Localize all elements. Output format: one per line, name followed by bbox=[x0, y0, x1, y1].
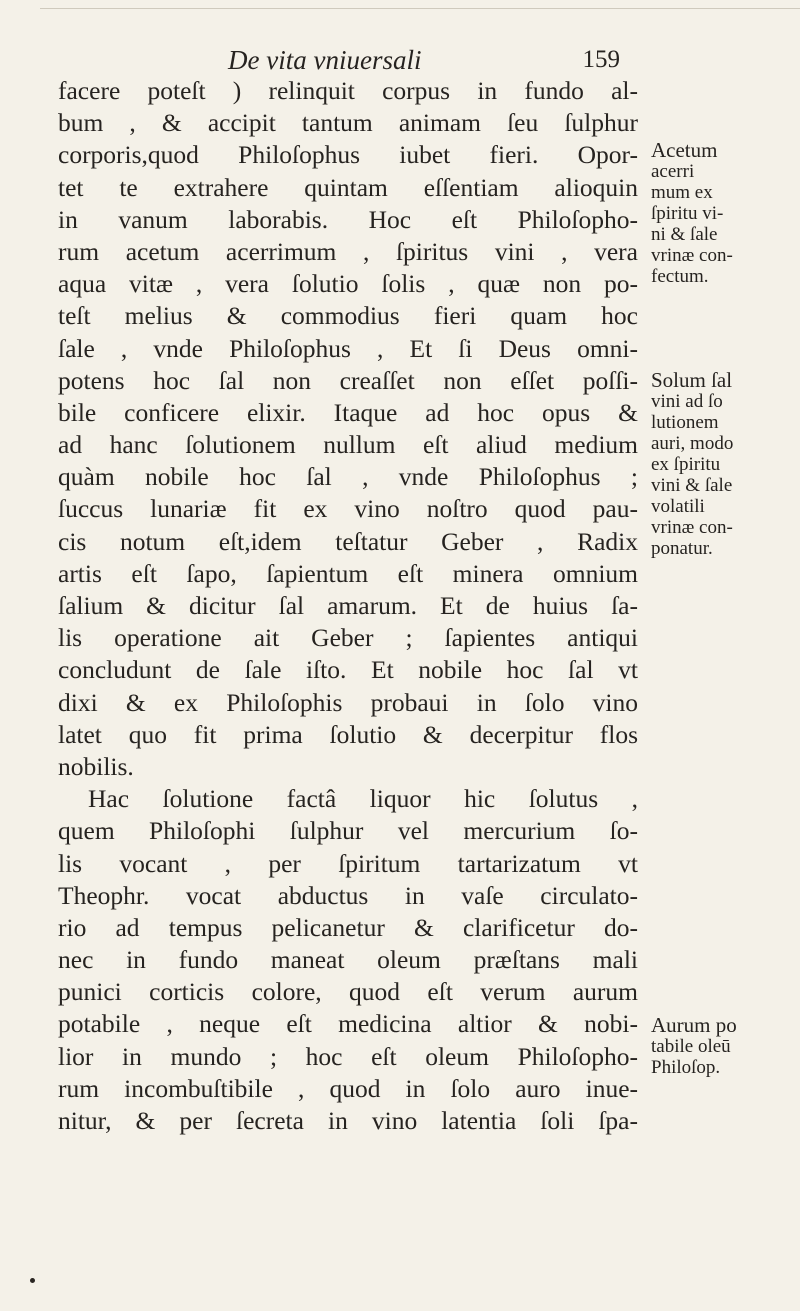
margin-note-line: mum ex bbox=[651, 182, 713, 203]
running-title: De vita vniuersali bbox=[228, 45, 422, 75]
margin-note-aurum-potabile bbox=[651, 1015, 773, 1078]
margin-note-acetum bbox=[651, 140, 773, 287]
margin-note-line: Philoſop. bbox=[651, 1057, 721, 1078]
text-line: nec in fundo maneat oleum præſtans mali bbox=[58, 945, 638, 975]
text-line: corporis,quod Philoſophus iubet fieri. Opor- bbox=[58, 140, 638, 170]
text-line: ſalium & dicitur ſal amarum. Et de huius ſa- bbox=[58, 591, 638, 620]
margin-note-line: fectum. bbox=[651, 266, 709, 287]
margin-note-line: vrinæ con- bbox=[651, 245, 733, 266]
text-line: punici corticis colore, quod eſt verum aurum bbox=[58, 977, 638, 1007]
margin-note-line: auri, modo bbox=[651, 433, 734, 454]
text-line: lis operatione ait Geber ; ſapientes antiqui bbox=[58, 623, 638, 653]
text-line: tet te extrahere quintam eſſentiam alioquin bbox=[58, 172, 638, 202]
text-line: artis eſt ſapo, ſapientum eſt minera omnium bbox=[58, 558, 638, 588]
text-line: nobilis. bbox=[58, 751, 134, 781]
main-text-block bbox=[58, 75, 638, 1137]
text-line: rio ad tempus pelicanetur & clarificetur do- bbox=[58, 912, 638, 942]
text-line: facere poteſt ) relinquit corpus in fundo al- bbox=[58, 76, 638, 105]
page-edge-line bbox=[40, 8, 800, 9]
margin-note-line: ex ſpiritu bbox=[651, 454, 721, 475]
text-line: bile conficere elixir. Itaque ad hoc opus & bbox=[58, 397, 638, 427]
text-line: ſale , vnde Philoſophus , Et ſi Deus omni- bbox=[58, 333, 638, 363]
text-line: concludunt de ſale iſto. Et nobile hoc ſal vt bbox=[58, 655, 638, 685]
text-line: nitur, & per ſecreta in vino latentia ſoli ſpa- bbox=[58, 1106, 638, 1135]
text-line: quem Philoſophi ſulphur vel mercurium ſo- bbox=[58, 816, 638, 846]
text-line: in vanum laborabis. Hoc eſt Philoſopho- bbox=[58, 204, 638, 234]
text-line: lior in mundo ; hoc eſt oleum Philoſopho- bbox=[58, 1041, 638, 1071]
text-line: teſt melius & commodius fieri quam hoc bbox=[58, 301, 638, 331]
margin-note-line: vrinæ con- bbox=[651, 517, 733, 538]
text-line: cis notum eſt,idem teſtatur Geber , Radix bbox=[58, 526, 638, 556]
text-line: potens hoc ſal non creaſſet non eſſet poſſi- bbox=[58, 365, 638, 395]
text-line: lis vocant , per ſpiritum tartarizatum vt bbox=[58, 848, 638, 878]
margin-note-line: vini ad ſo bbox=[651, 391, 723, 412]
text-line: rum incombuſtibile , quod in ſolo auro inue- bbox=[58, 1073, 638, 1103]
text-line: rum acetum acerrimum , ſpiritus vini , vera bbox=[58, 236, 638, 266]
margin-note-line: Acetum bbox=[651, 138, 718, 162]
margin-note-line: acerri bbox=[651, 161, 695, 182]
margin-note-line: ponatur. bbox=[651, 538, 713, 559]
text-line: latet quo fit prima ſolutio & decerpitur flos bbox=[58, 719, 638, 749]
margin-note-line: Aurum po bbox=[651, 1013, 737, 1037]
ink-speck bbox=[30, 1278, 35, 1283]
text-line: aqua vitæ , vera ſolutio ſolis , quæ non po- bbox=[58, 269, 638, 299]
text-line: Theophr. vocat abductus in vaſe circulato- bbox=[58, 880, 638, 910]
margin-note-solum-sal bbox=[651, 370, 773, 559]
margin-note-line: ni & ſale bbox=[651, 224, 718, 245]
margin-note-line: Solum ſal bbox=[651, 368, 733, 392]
text-line: Hac ſolutione factâ liquor hic ſolutus , bbox=[88, 784, 638, 814]
text-line: potabile , neque eſt medicina altior & nobi- bbox=[58, 1009, 638, 1039]
text-line: ad hanc ſolutionem nullum eſt aliud medium bbox=[58, 430, 638, 460]
text-line: bum , & accipit tantum animam ſeu ſulphur bbox=[58, 108, 638, 138]
margin-note-line: vini & ſale bbox=[651, 475, 733, 496]
margin-note-line: volatili bbox=[651, 496, 705, 517]
margin-note-line: ſpiritu vi- bbox=[651, 203, 724, 224]
margin-note-line: lutionem bbox=[651, 412, 719, 433]
text-line: ſuccus lunariæ fit ex vino noſtro quod pau- bbox=[58, 494, 638, 524]
text-line: quàm nobile hoc ſal , vnde Philoſophus ; bbox=[58, 462, 638, 492]
page-number: 159 bbox=[582, 46, 620, 73]
page-header bbox=[200, 40, 620, 80]
text-line: dixi & ex Philoſophis probaui in ſolo vino bbox=[58, 687, 638, 717]
margin-note-line: tabile oleū bbox=[651, 1036, 731, 1057]
